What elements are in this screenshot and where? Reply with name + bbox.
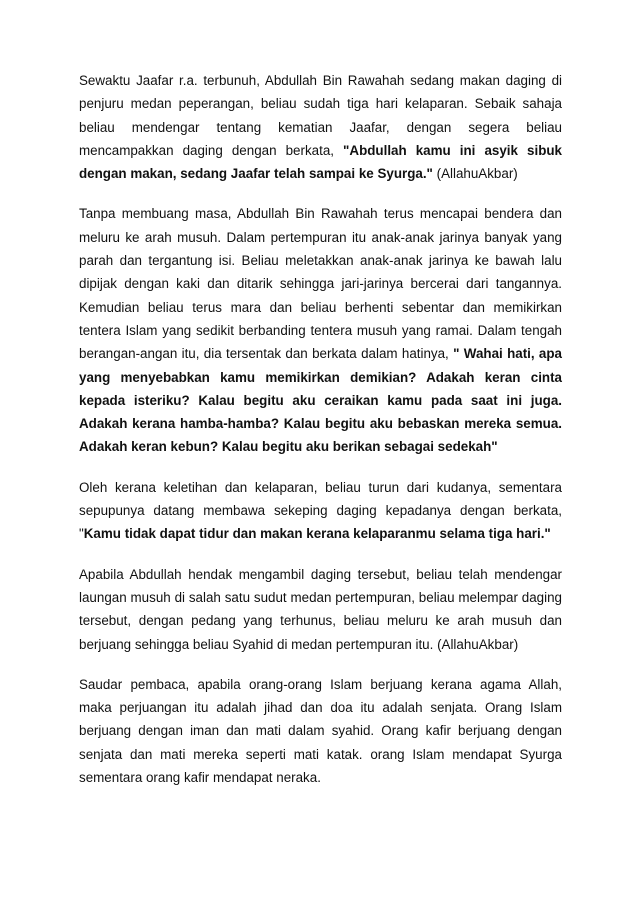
paragraph-3-quote: Kamu tidak dapat tidur dan makan kerana kelaparanmu selama tiga hari." bbox=[83, 526, 551, 542]
paragraph-2 bbox=[79, 202, 562, 458]
document-page bbox=[79, 69, 562, 806]
paragraph-1 bbox=[79, 69, 562, 185]
paragraph-3 bbox=[79, 476, 562, 546]
paragraph-1-text-2: (AllahuAkbar) bbox=[432, 166, 518, 182]
paragraph-2-quote: " Wahai hati, apa yang menyebabkan kamu memikirkan demikian? Adakah keran cinta kepada isteriku? Kalau begitu aku ceraikan kamu pada saat ini juga. Adakah kerana hamba-hamba? Kalau begitu aku bebaskan mereka semua. Adakah keran kebun? Kalau begitu aku berikan sebagai sedekah" bbox=[79, 346, 562, 455]
paragraph-3-text-1: Oleh kerana keletihan dan kelaparan, beliau turun dari kudanya, sementara sepupunya datang membawa sekeping daging kepadanya dengan berkata, " bbox=[79, 479, 562, 542]
paragraph-1-quote: "Abdullah kamu ini asyik sibuk dengan makan, sedang Jaafar telah sampai ke Syurga." bbox=[79, 142, 562, 182]
paragraph-4-text-1: Apabila Abdullah hendak mengambil daging tersebut, beliau telah mendengar laungan musuh di salah satu sudut medan pertempuran, beliau melempar daging tersebut, dengan pedang yang terhunus, beliau meluru ke arah musuh dan berjuang sehingga beliau Syahid di medan pertempuran itu. (AllahuAkbar) bbox=[79, 566, 562, 652]
paragraph-5 bbox=[79, 673, 562, 789]
paragraph-1-text-1: Sewaktu Jaafar r.a. terbunuh, Abdullah Bin Rawahah sedang makan daging di penjuru medan peperangan, beliau sudah tiga hari kelaparan. Sebaik sahaja beliau mendengar tentang kematian Jaafar, dengan segera beliau mencampakkan daging dengan berkata, bbox=[79, 73, 562, 158]
paragraph-4 bbox=[79, 563, 562, 656]
paragraph-2-text-1: Tanpa membuang masa, Abdullah Bin Rawahah terus mencapai bendera dan meluru ke arah musuh. Dalam pertempuran itu anak-anak jarinya banyak yang parah dan tergantung isi. Beliau meletakkan anak-anak jarinya ke bawah lalu dipijak dengan kaki dan ditarik sehingga jari-jarinya bercerai dari tangannya. Kemudian beliau terus mara dan beliau berhenti sebentar dan memikirkan tentera Islam yang sedikit berbanding tentera musuh yang ramai. Dalam tengah berangan-angan itu, dia tersentak dan berkata dalam hatinya, bbox=[79, 206, 562, 362]
paragraph-5-text-1: Saudar pembaca, apabila orang-orang Islam berjuang kerana agama Allah, maka perjuangan itu adalah jihad dan doa itu adalah senjata. Orang Islam berjuang dengan iman dan mati dalam syahid. Orang kafir berjuang dengan senjata dan mati mereka seperti mati katak. orang Islam mendapat Syurga sementara orang kafir mendapat neraka. bbox=[79, 676, 562, 786]
